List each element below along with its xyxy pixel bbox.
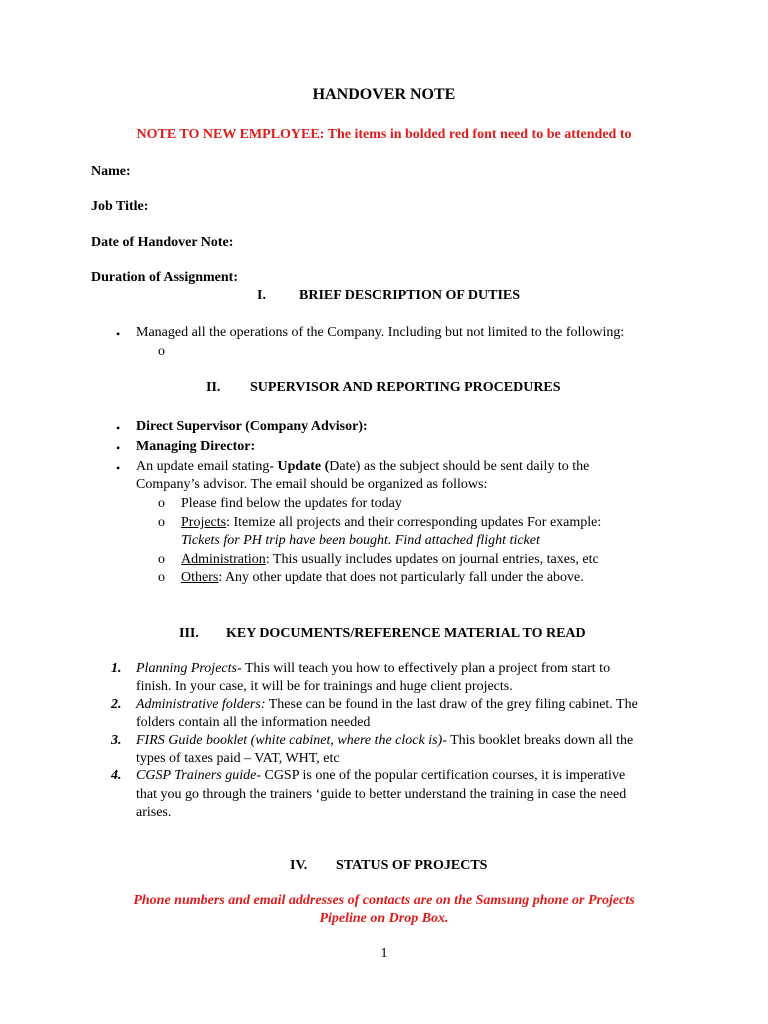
section-1-title: BRIEF DESCRIPTION OF DUTIES [299,288,521,303]
key-doc-3-line-2: types of taxes paid – VAT, WHT, etc [136,751,340,766]
status-note-line-1: Phone numbers and email addresses of contacts are on the Samsung phone or Projects [133,893,635,908]
sub-bullet-icon: o [158,515,165,530]
update-projects-example: Tickets for PH trip have been bought. Find attached flight ticket [181,533,540,548]
document-title: HANDOVER NOTE [312,86,456,103]
update-sub-1: Please find below the updates for today [181,496,402,511]
key-doc-4-line-2: that you go through the trainers ‘guide to better understand the training in case the need [136,787,627,802]
section-1-number: I. [257,288,266,303]
page-number: 1 [380,946,388,961]
sub-bullet-icon: o [158,496,165,511]
update-sub-projects: Projects: Itemize all projects and their corresponding updates For example: [181,515,602,530]
managing-director: Managing Director: [136,439,256,454]
key-doc-2-line-1: Administrative folders: These can be found in the last draw of the grey filing cabinet. The [136,697,638,712]
key-doc-3-line-1: FIRS Guide booklet (white cabinet, where the clock is)- This booklet breaks down all the [136,733,634,748]
key-doc-1-line-2: finish. In your case, it will be for trainings and huge client projects. [136,679,513,694]
key-doc-3-number: 3. [111,733,122,748]
status-note-line-2: Pipeline on Drop Box. [319,911,449,926]
sub-bullet-icon: o [158,552,165,567]
bullet-icon: • [116,421,121,435]
field-duration: Duration of Assignment: [91,270,239,285]
section-2-title: SUPERVISOR AND REPORTING PROCEDURES [250,380,561,395]
update-sub-others: Others: Any other update that does not particularly fall under the above. [181,570,584,585]
field-handover-date: Date of Handover Note: [91,235,234,250]
update-email-line-1: An update email stating- Update (Date) as the subject should be sent daily to the [136,459,590,474]
sub-bullet-icon: o [158,570,165,585]
update-email-line-2: Company’s advisor. The email should be organized as follows: [136,477,488,492]
key-doc-4-number: 4. [111,768,122,783]
section-4-title: STATUS OF PROJECTS [336,858,488,873]
field-name: Name: [91,164,131,179]
direct-supervisor: Direct Supervisor (Company Advisor): [136,419,368,434]
red-note: NOTE TO NEW EMPLOYEE: The items in bolded red font need to be attended to [136,127,632,142]
section-2-number: II. [206,380,221,395]
key-doc-1-number: 1. [111,661,122,676]
section-3-number: III. [179,626,199,641]
key-doc-4-line-3: arises. [136,805,172,820]
duties-item-1: Managed all the operations of the Company. Including but not limited to the following: [136,325,625,340]
key-doc-4-line-1: CGSP Trainers guide- CGSP is one of the popular certification courses, it is imperative [136,768,626,783]
bullet-icon: • [116,327,121,341]
section-3-title: KEY DOCUMENTS/REFERENCE MATERIAL TO READ [226,626,586,641]
bullet-icon: • [116,441,121,455]
key-doc-2-line-2: folders contain all the information needed [136,715,371,730]
bullet-icon: • [116,461,121,475]
section-4-number: IV. [290,858,308,873]
key-doc-1-line-1: Planning Projects- This will teach you how to effectively plan a project from start to [136,661,611,676]
field-job-title: Job Title: [91,199,149,214]
update-sub-administration: Administration: This usually includes updates on journal entries, taxes, etc [181,552,599,567]
key-doc-2-number: 2. [111,697,122,712]
sub-bullet-icon: o [158,344,165,359]
